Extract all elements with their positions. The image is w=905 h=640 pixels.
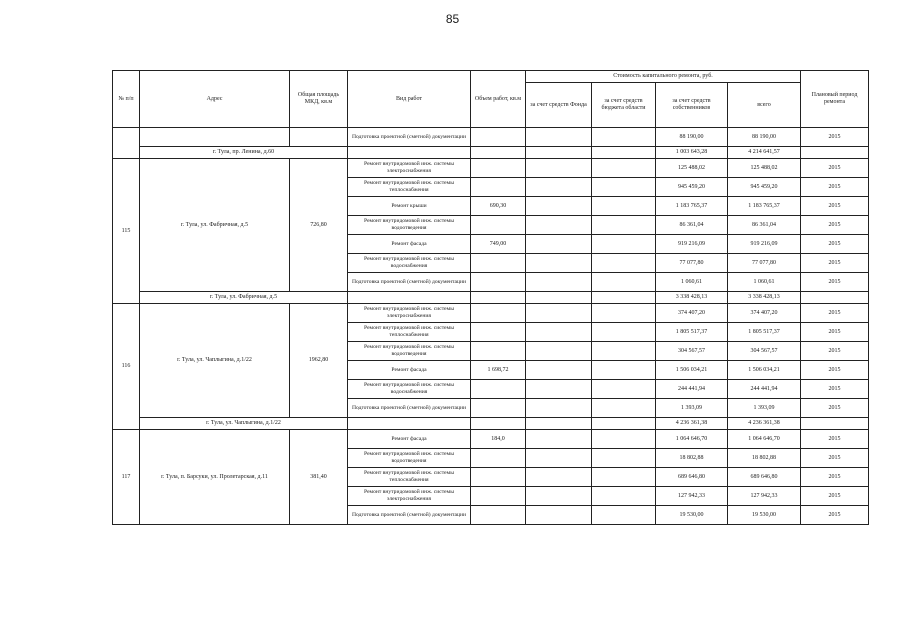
region-cell xyxy=(592,216,656,235)
work-type-cell: Ремонт фасада xyxy=(348,235,471,254)
header-num: № п/п xyxy=(113,71,140,128)
period-cell: 2015 xyxy=(801,178,869,197)
fund-cell xyxy=(526,216,592,235)
header-fund: за счет средств Фонда xyxy=(526,83,592,128)
fund-cell xyxy=(526,449,592,468)
period-cell: 2015 xyxy=(801,399,869,418)
fund-cell xyxy=(526,304,592,323)
period-cell: 2015 xyxy=(801,380,869,399)
region-cell xyxy=(592,361,656,380)
table-body xyxy=(113,128,869,525)
address-cell xyxy=(140,128,290,147)
total-cell: 945 459,20 xyxy=(728,178,801,197)
period-cell: 2015 xyxy=(801,197,869,216)
region-cell xyxy=(592,506,656,525)
header-total: всего xyxy=(728,83,801,128)
header-work-type: Вид работ xyxy=(348,71,471,128)
table-row xyxy=(113,128,869,147)
work-type-cell: Ремонт внутридомовой инж. системы водоснабжения xyxy=(348,254,471,273)
fund-cell xyxy=(526,273,592,292)
volume-cell xyxy=(471,487,526,506)
volume-cell xyxy=(471,380,526,399)
owners-cell: 88 190,00 xyxy=(656,128,728,147)
work-type-cell: Ремонт внутридомовой инж. системы водоотведения xyxy=(348,216,471,235)
subtotal-owners: 4 236 361,38 xyxy=(656,418,728,430)
region-cell xyxy=(592,304,656,323)
total-cell: 1 393,09 xyxy=(728,399,801,418)
row-number: 115 xyxy=(113,159,140,304)
fund-cell xyxy=(526,380,592,399)
row-number: 117 xyxy=(113,430,140,525)
subtotal-owners: 1 003 643,28 xyxy=(656,147,728,159)
area-cell: 1962,80 xyxy=(290,304,348,418)
region-cell xyxy=(592,159,656,178)
volume-cell xyxy=(471,449,526,468)
period-cell: 2015 xyxy=(801,254,869,273)
period-cell: 2015 xyxy=(801,273,869,292)
fund-cell xyxy=(526,159,592,178)
fund-cell xyxy=(526,430,592,449)
fund-cell xyxy=(526,487,592,506)
fund-cell xyxy=(526,197,592,216)
period-cell xyxy=(801,147,869,159)
volume-cell xyxy=(471,399,526,418)
total-cell: 19 530,00 xyxy=(728,506,801,525)
region-cell xyxy=(592,487,656,506)
total-cell: 1 183 765,37 xyxy=(728,197,801,216)
work-type-cell: Ремонт внутридомовой инж. системы теплоснабжения xyxy=(348,178,471,197)
subtotal-total: 4 236 361,38 xyxy=(728,418,801,430)
region-cell xyxy=(592,273,656,292)
total-cell: 689 646,80 xyxy=(728,468,801,487)
owners-cell: 374 407,20 xyxy=(656,304,728,323)
area-cell: 381,40 xyxy=(290,430,348,525)
volume-cell xyxy=(471,506,526,525)
fund-cell xyxy=(526,342,592,361)
work-type-cell: Ремонт фасада xyxy=(348,361,471,380)
volume-cell xyxy=(471,273,526,292)
address-cell: г. Тула, п. Барсуки, ул. Пролетарская, д.11 xyxy=(140,430,290,525)
period-cell: 2015 xyxy=(801,468,869,487)
period-cell xyxy=(801,292,869,304)
region-cell xyxy=(592,468,656,487)
fund-cell xyxy=(526,399,592,418)
period-cell: 2015 xyxy=(801,342,869,361)
owners-cell: 919 216,09 xyxy=(656,235,728,254)
period-cell: 2015 xyxy=(801,449,869,468)
period-cell: 2015 xyxy=(801,304,869,323)
owners-cell: 1 060,61 xyxy=(656,273,728,292)
header-address: Адрес xyxy=(140,71,290,128)
header-cost-group: Стоимость капитального ремонта, руб. xyxy=(526,71,801,83)
work-type-cell: Ремонт внутридомовой инж. системы теплоснабжения xyxy=(348,468,471,487)
region-cell xyxy=(592,128,656,147)
header-area: Общая площадь МКД, кв.м xyxy=(290,71,348,128)
owners-cell: 1 805 517,37 xyxy=(656,323,728,342)
region-cell xyxy=(592,399,656,418)
period-cell: 2015 xyxy=(801,235,869,254)
volume-cell xyxy=(471,178,526,197)
total-cell: 1 060,61 xyxy=(728,273,801,292)
address-cell: г. Тула, ул. Фабричная, д.5 xyxy=(140,159,290,292)
work-type-cell: Подготовка проектной (сметной) документации xyxy=(348,273,471,292)
owners-cell: 1 506 034,21 xyxy=(656,361,728,380)
fund-cell xyxy=(526,254,592,273)
fund-cell xyxy=(526,178,592,197)
area-cell: 726,80 xyxy=(290,159,348,292)
owners-cell: 19 530,00 xyxy=(656,506,728,525)
subtotal-owners: 3 338 428,13 xyxy=(656,292,728,304)
total-cell: 88 190,00 xyxy=(728,128,801,147)
work-type-cell: Ремонт внутридомовой инж. системы теплоснабжения xyxy=(348,323,471,342)
volume-cell xyxy=(471,216,526,235)
region-cell xyxy=(592,342,656,361)
total-cell: 244 441,94 xyxy=(728,380,801,399)
period-cell: 2015 xyxy=(801,430,869,449)
work-type-cell: Подготовка проектной (сметной) документации xyxy=(348,399,471,418)
table-row xyxy=(113,159,869,178)
total-cell: 374 407,20 xyxy=(728,304,801,323)
subtotal-row xyxy=(113,292,869,304)
total-cell: 125 488,02 xyxy=(728,159,801,178)
period-cell: 2015 xyxy=(801,128,869,147)
subtotal-total: 4 214 641,57 xyxy=(728,147,801,159)
period-cell: 2015 xyxy=(801,487,869,506)
total-cell: 1 064 646,70 xyxy=(728,430,801,449)
subtotal-row xyxy=(113,418,869,430)
fund-cell xyxy=(526,292,592,304)
total-cell: 1 506 034,21 xyxy=(728,361,801,380)
volume-cell xyxy=(471,128,526,147)
work-type-cell: Подготовка проектной (сметной) документации xyxy=(348,506,471,525)
owners-cell: 304 567,57 xyxy=(656,342,728,361)
owners-cell: 945 459,20 xyxy=(656,178,728,197)
region-cell xyxy=(592,235,656,254)
region-cell xyxy=(592,323,656,342)
period-cell: 2015 xyxy=(801,506,869,525)
subtotal-address: г. Тула, ул. Чаплыгина, д.1/22 xyxy=(140,418,348,430)
volume-cell xyxy=(471,342,526,361)
work-cell xyxy=(348,147,471,159)
fund-cell xyxy=(526,418,592,430)
fund-cell xyxy=(526,235,592,254)
volume-cell xyxy=(471,468,526,487)
work-cell xyxy=(348,292,471,304)
work-type-cell: Ремонт крыши xyxy=(348,197,471,216)
work-type-cell: Ремонт фасада xyxy=(348,430,471,449)
total-cell: 919 216,09 xyxy=(728,235,801,254)
work-type-cell: Ремонт внутридомовой инж. системы водоотведения xyxy=(348,342,471,361)
row-number: 116 xyxy=(113,304,140,430)
owners-cell: 1 064 646,70 xyxy=(656,430,728,449)
work-type-cell: Ремонт внутридомовой инж. системы водоснабжения xyxy=(348,380,471,399)
period-cell: 2015 xyxy=(801,361,869,380)
period-cell: 2015 xyxy=(801,216,869,235)
volume-cell: 749,00 xyxy=(471,235,526,254)
header-period: Плановый период ремонта xyxy=(801,71,869,128)
fund-cell xyxy=(526,361,592,380)
owners-cell: 244 441,94 xyxy=(656,380,728,399)
period-cell: 2015 xyxy=(801,323,869,342)
work-cell xyxy=(348,418,471,430)
region-cell xyxy=(592,418,656,430)
owners-cell: 689 646,80 xyxy=(656,468,728,487)
total-cell: 18 802,88 xyxy=(728,449,801,468)
fund-cell xyxy=(526,147,592,159)
fund-cell xyxy=(526,323,592,342)
total-cell: 127 942,33 xyxy=(728,487,801,506)
area-cell xyxy=(290,128,348,147)
address-cell: г. Тула, ул. Чаплыгина, д.1/22 xyxy=(140,304,290,418)
owners-cell: 127 942,33 xyxy=(656,487,728,506)
volume-cell xyxy=(471,292,526,304)
volume-cell: 1 698,72 xyxy=(471,361,526,380)
period-cell xyxy=(801,418,869,430)
owners-cell: 77 077,80 xyxy=(656,254,728,273)
fund-cell xyxy=(526,506,592,525)
volume-cell xyxy=(471,159,526,178)
work-type-cell: Ремонт внутридомовой инж. системы электроснабжения xyxy=(348,159,471,178)
total-cell: 86 361,04 xyxy=(728,216,801,235)
work-type-cell: Ремонт внутридомовой инж. системы электроснабжения xyxy=(348,304,471,323)
work-type-cell: Ремонт внутридомовой инж. системы электроснабжения xyxy=(348,487,471,506)
subtotal-address: г. Тула, ул. Фабричная, д.5 xyxy=(140,292,348,304)
table-row xyxy=(113,304,869,323)
total-cell: 1 805 517,37 xyxy=(728,323,801,342)
region-cell xyxy=(592,430,656,449)
region-cell xyxy=(592,178,656,197)
region-cell xyxy=(592,254,656,273)
header-region: за счет средств бюджета области xyxy=(592,83,656,128)
volume-cell: 184,0 xyxy=(471,430,526,449)
volume-cell xyxy=(471,147,526,159)
header-volume: Объем работ, кв.м xyxy=(471,71,526,128)
region-cell xyxy=(592,197,656,216)
subtotal-total: 3 338 428,13 xyxy=(728,292,801,304)
owners-cell: 86 361,04 xyxy=(656,216,728,235)
region-cell xyxy=(592,292,656,304)
fund-cell xyxy=(526,468,592,487)
volume-cell xyxy=(471,304,526,323)
owners-cell: 1 393,09 xyxy=(656,399,728,418)
table-row xyxy=(113,430,869,449)
volume-cell xyxy=(471,418,526,430)
region-cell xyxy=(592,147,656,159)
total-cell: 77 077,80 xyxy=(728,254,801,273)
subtotal-address: г. Тула, пр. Ленина, д.60 xyxy=(140,147,348,159)
page-number: 85 xyxy=(445,12,460,26)
capital-repair-table xyxy=(112,70,869,525)
owners-cell: 18 802,88 xyxy=(656,449,728,468)
total-cell: 304 567,57 xyxy=(728,342,801,361)
header-owners: за счет средств собственников xyxy=(656,83,728,128)
period-cell: 2015 xyxy=(801,159,869,178)
volume-cell: 690,30 xyxy=(471,197,526,216)
subtotal-row xyxy=(113,147,869,159)
volume-cell xyxy=(471,323,526,342)
region-cell xyxy=(592,380,656,399)
region-cell xyxy=(592,449,656,468)
volume-cell xyxy=(471,254,526,273)
num-cell xyxy=(113,128,140,159)
fund-cell xyxy=(526,128,592,147)
work-type-cell: Ремонт внутридомовой инж. системы водоотведения xyxy=(348,449,471,468)
work-type-cell: Подготовка проектной (сметной) документации xyxy=(348,128,471,147)
owners-cell: 1 183 765,37 xyxy=(656,197,728,216)
owners-cell: 125 488,02 xyxy=(656,159,728,178)
